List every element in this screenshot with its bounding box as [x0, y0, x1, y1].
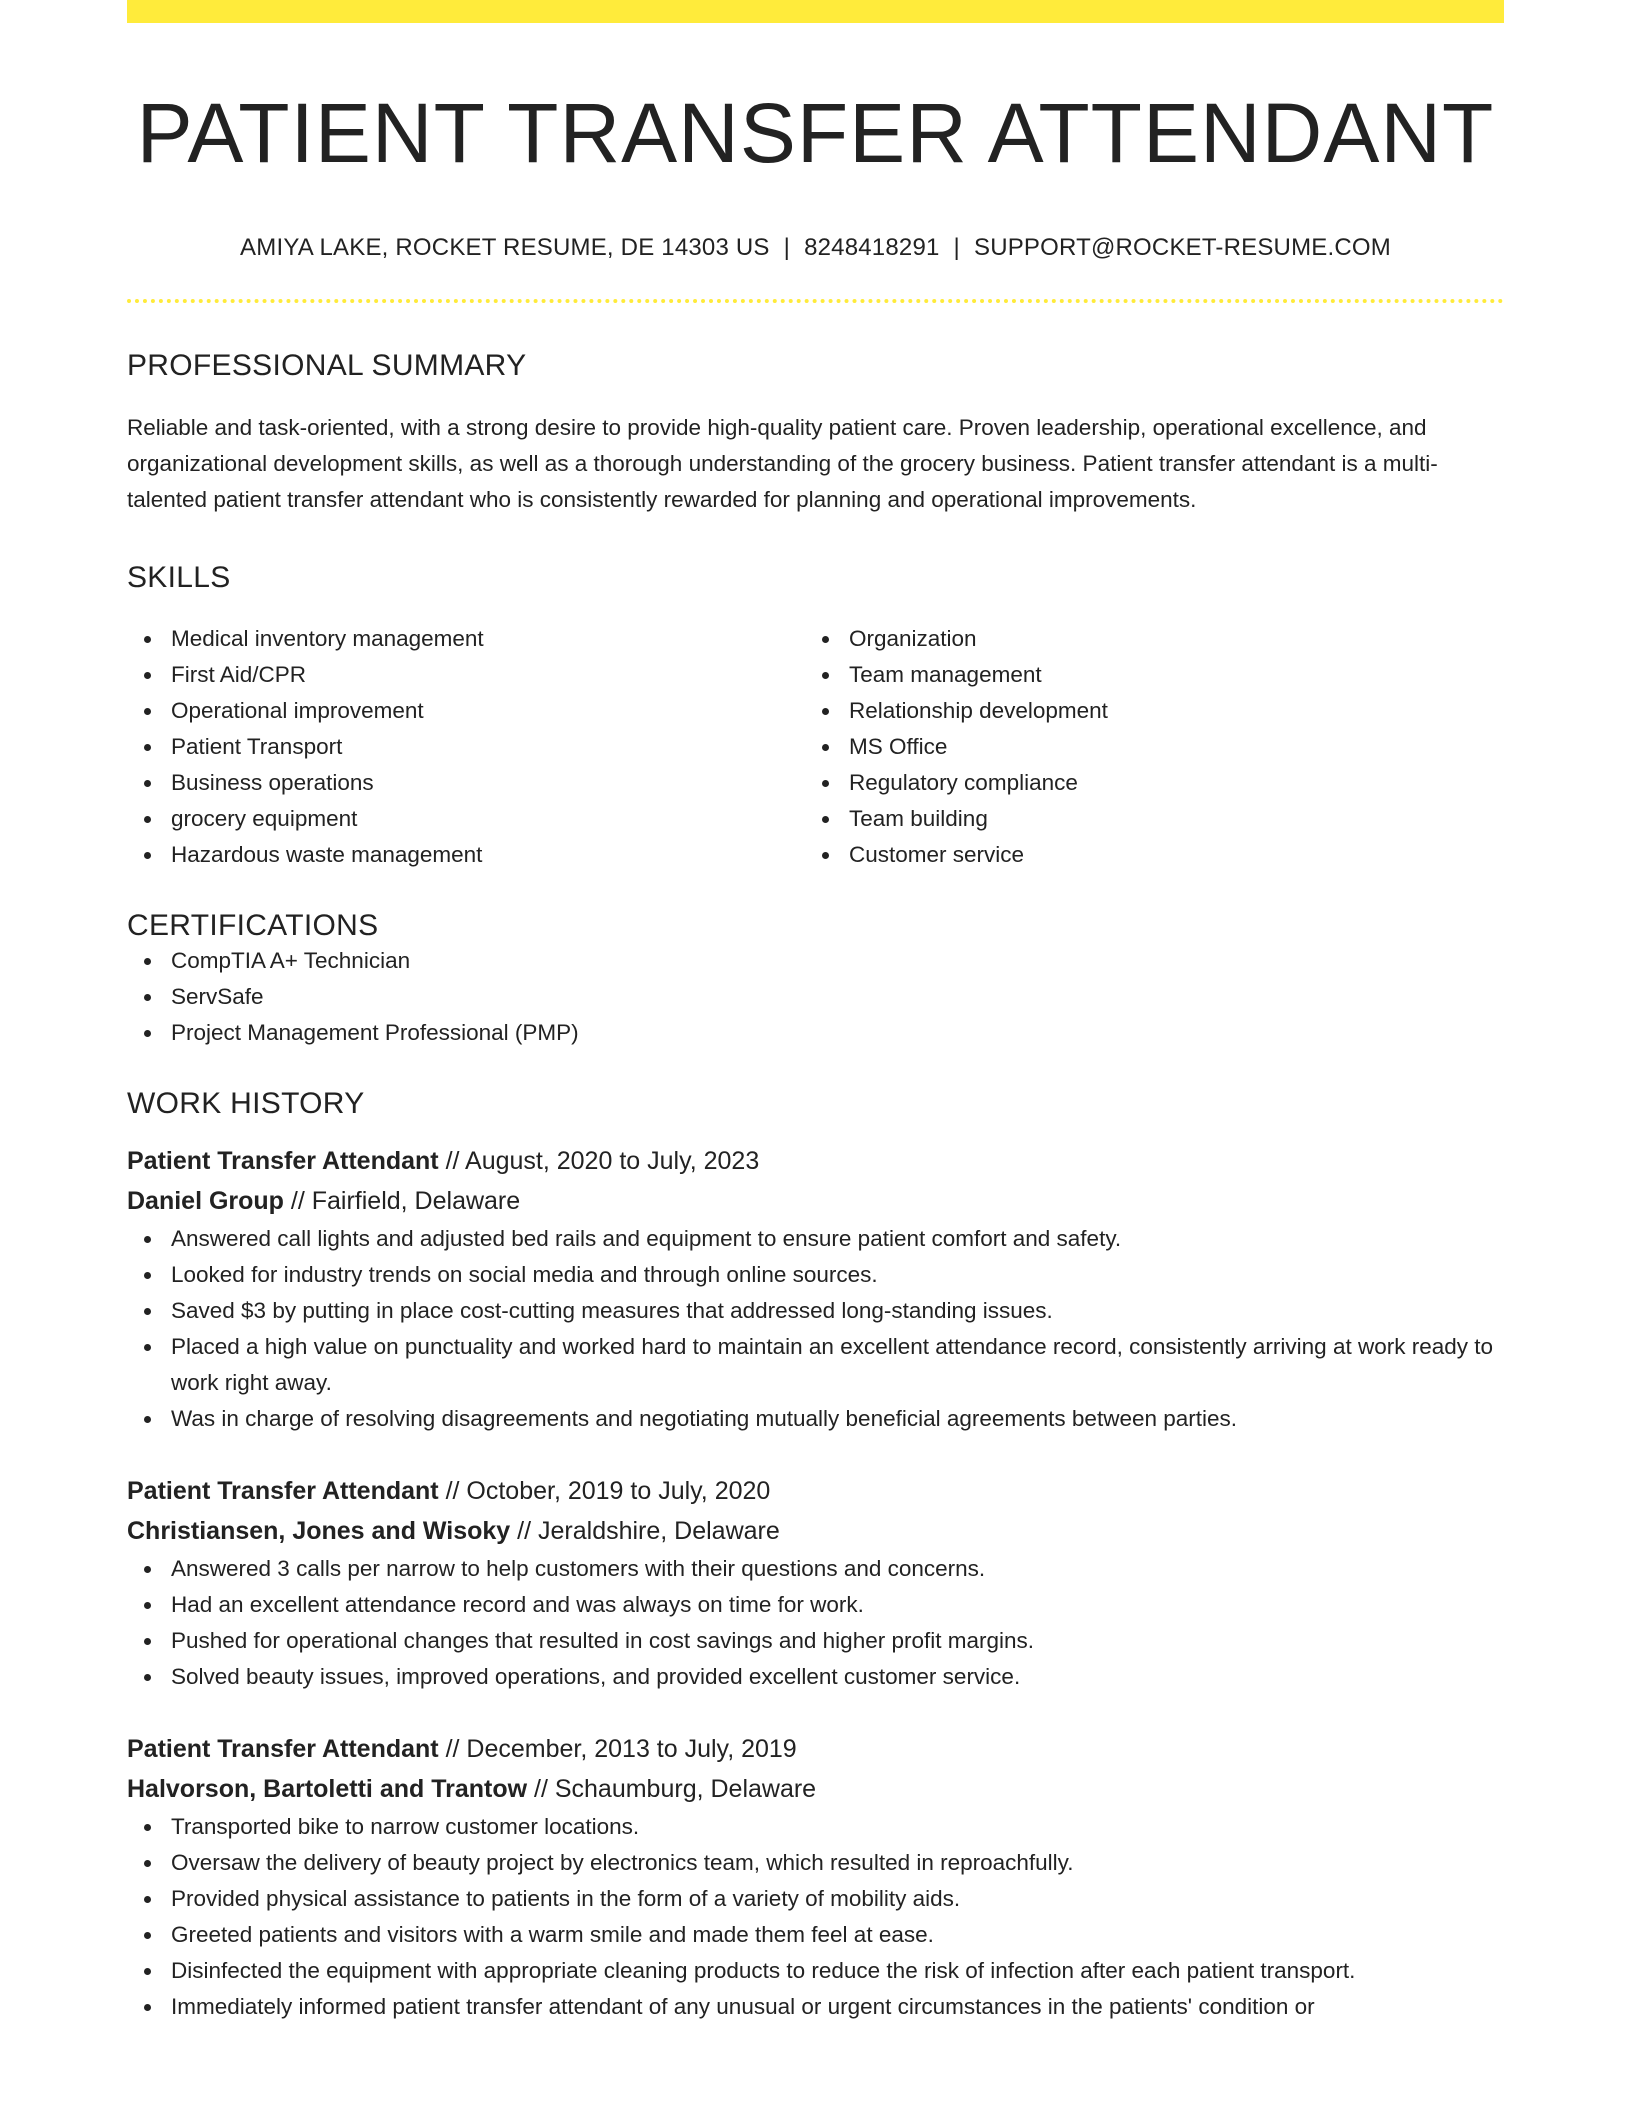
contact-separator: |: [953, 233, 960, 261]
skill-item: Medical inventory management: [127, 621, 805, 657]
certification-item: ServSafe: [127, 979, 1504, 1015]
job-dates: // August, 2020 to July, 2023: [438, 1146, 760, 1175]
job-bullet: Answered call lights and adjusted bed rails and equipment to ensure patient comfort and safety.: [127, 1221, 1504, 1257]
skill-item: Operational improvement: [127, 693, 805, 729]
job-dates: // December, 2013 to July, 2019: [438, 1734, 797, 1763]
job-bullet: Immediately informed patient transfer attendant of any unusual or urgent circumstances in the patients' condition or: [127, 1989, 1504, 2025]
skill-item: First Aid/CPR: [127, 657, 805, 693]
skills-column-left: [127, 621, 805, 873]
contact-phone: 8248418291: [804, 233, 940, 261]
job-entry: [127, 1471, 1504, 1695]
job-dates: // October, 2019 to July, 2020: [438, 1476, 771, 1505]
job-bullet: Pushed for operational changes that resulted in cost savings and higher profit margins.: [127, 1623, 1504, 1659]
certifications-heading: CERTIFICATIONS: [127, 908, 379, 942]
job-company-line: [127, 1769, 1504, 1809]
skills-heading: SKILLS: [127, 560, 231, 594]
job-bullet: Placed a high value on punctuality and worked hard to maintain an excellent attendance record, consistently arriving at work ready to work right away.: [127, 1329, 1504, 1401]
certification-item: Project Management Professional (PMP): [127, 1015, 1504, 1051]
job-company-line: [127, 1181, 1504, 1221]
job-bullet: Solved beauty issues, improved operations, and provided excellent customer service.: [127, 1659, 1504, 1695]
skill-item: Organization: [805, 621, 1483, 657]
job-bullet: Oversaw the delivery of beauty project by electronics team, which resulted in reproachfully.: [127, 1845, 1504, 1881]
job-bullets: [127, 1221, 1504, 1437]
job-company: Daniel Group: [127, 1186, 284, 1215]
contact-line: [127, 234, 1504, 262]
job-company-line: [127, 1511, 1504, 1551]
contact-email: SUPPORT@ROCKET-RESUME.COM: [973, 233, 1391, 261]
job-role-line: [127, 1471, 1504, 1511]
certifications-list: [127, 943, 1504, 1051]
contact-address: AMIYA LAKE, ROCKET RESUME, DE 14303 US: [240, 233, 770, 261]
summary-heading: PROFESSIONAL SUMMARY: [127, 348, 527, 382]
skill-item: Regulatory compliance: [805, 765, 1483, 801]
job-location: // Fairfield, Delaware: [283, 1186, 521, 1215]
job-bullet: Disinfected the equipment with appropriate cleaning products to reduce the risk of infection after each patient transport.: [127, 1953, 1504, 1989]
skills-grid: [127, 621, 1504, 873]
job-bullet: Looked for industry trends on social media and through online sources.: [127, 1257, 1504, 1293]
skill-item: Hazardous waste management: [127, 837, 805, 873]
contact-separator: |: [783, 233, 791, 261]
job-bullet: Provided physical assistance to patients in the form of a variety of mobility aids.: [127, 1881, 1504, 1917]
job-bullet: Saved $3 by putting in place cost-cutting measures that addressed long-standing issues.: [127, 1293, 1504, 1329]
job-company: Halvorson, Bartoletti and Trantow: [127, 1774, 528, 1803]
summary-text: Reliable and task-oriented, with a strong desire to provide high-quality patient care. Proven leadership, operational excellence, and organizational development skills, as well as a thorough understanding of the grocery business. Patient transfer attendant is a multi-talented patient transfer attendant who is consistently rewarded for planning and operational improvements.: [127, 414, 1438, 512]
top-accent-bar: [127, 0, 1504, 23]
job-bullets: [127, 1809, 1504, 2025]
skills-list-left: [127, 621, 805, 873]
job-bullet: Answered 3 calls per narrow to help customers with their questions and concerns.: [127, 1551, 1504, 1587]
job-location: // Schaumburg, Delaware: [527, 1774, 817, 1803]
skill-item: Relationship development: [805, 693, 1483, 729]
skill-item: grocery equipment: [127, 801, 805, 837]
skill-item: Patient Transport: [127, 729, 805, 765]
skills-list-right: [805, 621, 1483, 873]
job-entry: [127, 1729, 1504, 2025]
job-role: Patient Transfer Attendant: [127, 1146, 439, 1175]
resume-page: [127, 0, 1504, 2025]
resume-title: PATIENT TRANSFER ATTENDANT: [136, 86, 1495, 180]
job-bullets: [127, 1551, 1504, 1695]
job-bullet: Greeted patients and visitors with a warm smile and made them feel at ease.: [127, 1917, 1504, 1953]
job-role-line: [127, 1729, 1504, 1769]
job-location: // Jeraldshire, Delaware: [510, 1516, 780, 1545]
certification-item: CompTIA A+ Technician: [127, 943, 1504, 979]
header-divider: [127, 299, 1504, 303]
job-role: Patient Transfer Attendant: [127, 1734, 439, 1763]
skill-item: Customer service: [805, 837, 1483, 873]
job-bullet: Was in charge of resolving disagreements and negotiating mutually beneficial agreements between parties.: [127, 1401, 1504, 1437]
job-entry: [127, 1141, 1504, 1437]
skill-item: Business operations: [127, 765, 805, 801]
job-company: Christiansen, Jones and Wisoky: [127, 1516, 511, 1545]
job-role-line: [127, 1141, 1504, 1181]
work-history-heading: WORK HISTORY: [127, 1086, 365, 1120]
skill-item: Team management: [805, 657, 1483, 693]
skill-item: MS Office: [805, 729, 1483, 765]
job-bullet: Had an excellent attendance record and was always on time for work.: [127, 1587, 1504, 1623]
job-bullet: Transported bike to narrow customer locations.: [127, 1809, 1504, 1845]
job-role: Patient Transfer Attendant: [127, 1476, 439, 1505]
skills-column-right: [805, 621, 1483, 873]
skill-item: Team building: [805, 801, 1483, 837]
